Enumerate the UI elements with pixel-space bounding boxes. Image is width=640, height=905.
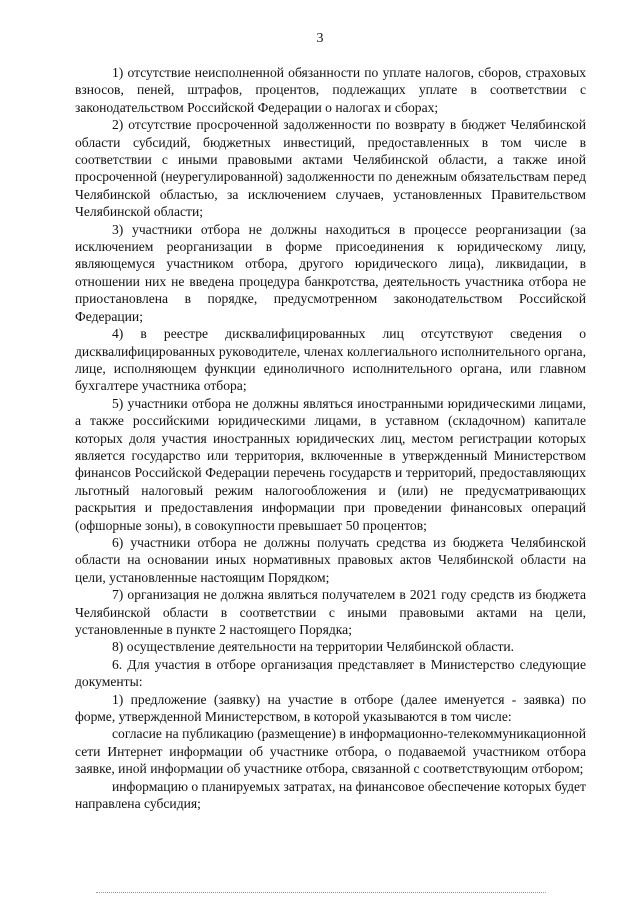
paragraph-condition-1: 1) отсутствие неисполненной обязанности по уплате налогов, сборов, страховых взносов, пеней, штрафов, процентов, подлежащих уплате в соответствии с законодательством Российской Федерации о налогах и сборах; xyxy=(75,65,586,115)
paragraph-condition-8: 8) осуществление деятельности на территории Челябинской области. xyxy=(112,639,515,655)
paragraph-section-6: 6. Для участия в отборе организация представляет в Министерство следующие документы: xyxy=(75,656,586,690)
paragraph-condition-6: 6) участники отбора не должны получать средства из бюджета Челябинской области на основании иных нормативных правовых актов Челябинской области на цели, установленные настоящим Порядком; xyxy=(75,534,586,585)
paragraph-publication-consent: согласие на публикацию (размещение) в информационно-телекоммуникационной сети Интернет информации об участнике отбора, о подаваемой участником отбора заявке, иной информации об участнике отбора, связанной с соответствующим отбором; xyxy=(75,726,586,777)
paragraph-application-item-1: 1) предложение (заявку) на участие в отборе (далее именуется - заявка) по форме, утвержденной Министерством, в которой указываются в том числе: xyxy=(75,691,586,725)
paragraph-condition-7: 7) организация не должна являться получателем в 2021 году средств из бюджета Челябинской области в соответствии с иными правовыми актами на цели, установленные в пункте 2 настоящего Порядка; xyxy=(75,587,586,637)
paragraph-planned-costs: информацию о планируемых затратах, на финансовое обеспечение которых будет направлена субсидия; xyxy=(75,778,586,812)
paragraph-condition-5: 5) участники отбора не должны являться иностранными юридическими лицами, а также российскими юридическими лицами, в уставном (складочном) капитале которых доля участия иностранных юридических лиц, местом регистрации которых является государство или территория, включенные в утвержденный Министерством финансов Российской Федерации перечень государств и территорий, предоставляющих льготный налоговый режим налогообложения и (или) не предусматривающих раскрытия и предоставления информации при проведении финансовых операций (офшорные зоны), в совокупности превышает 50 процентов; xyxy=(75,395,586,533)
paragraph-condition-2: 2) отсутствие просроченной задолженности по возврату в бюджет Челябинской области субсидий, бюджетных инвестиций, предоставленных в том числе в соответствии с иными правовыми актами Челябинской области, а также иной просроченной (неурегулированной) задолженности по денежным обязательствам перед Челябинской областью, за исключением случаев, установленных Правительством Челябинской области; xyxy=(75,117,586,220)
page-number: 3 xyxy=(316,31,324,46)
paragraph-condition-3: 3) участники отбора не должны находиться в процессе реорганизации (за исключением реорганизации в форме присоединения к юридическому лицу, являющемуся участником отбора, другого юридического лица), ликвидации, в отношении них не введена процедура банкротства, деятельность участника отбора не приостановлена в порядке, предусмотренном законодательством Российской Федерации; xyxy=(75,221,586,324)
page-bottom-rule xyxy=(96,892,546,893)
paragraph-condition-4: 4) в реестре дисквалифицированных лиц отсутствуют сведения о дисквалифицированных руководителе, членах коллегиального исполнительного органа, лице, исполняющем функции единоличного исполнительного органа, или главном бухгалтере участника отбора; xyxy=(75,326,586,394)
document-body xyxy=(75,64,586,812)
